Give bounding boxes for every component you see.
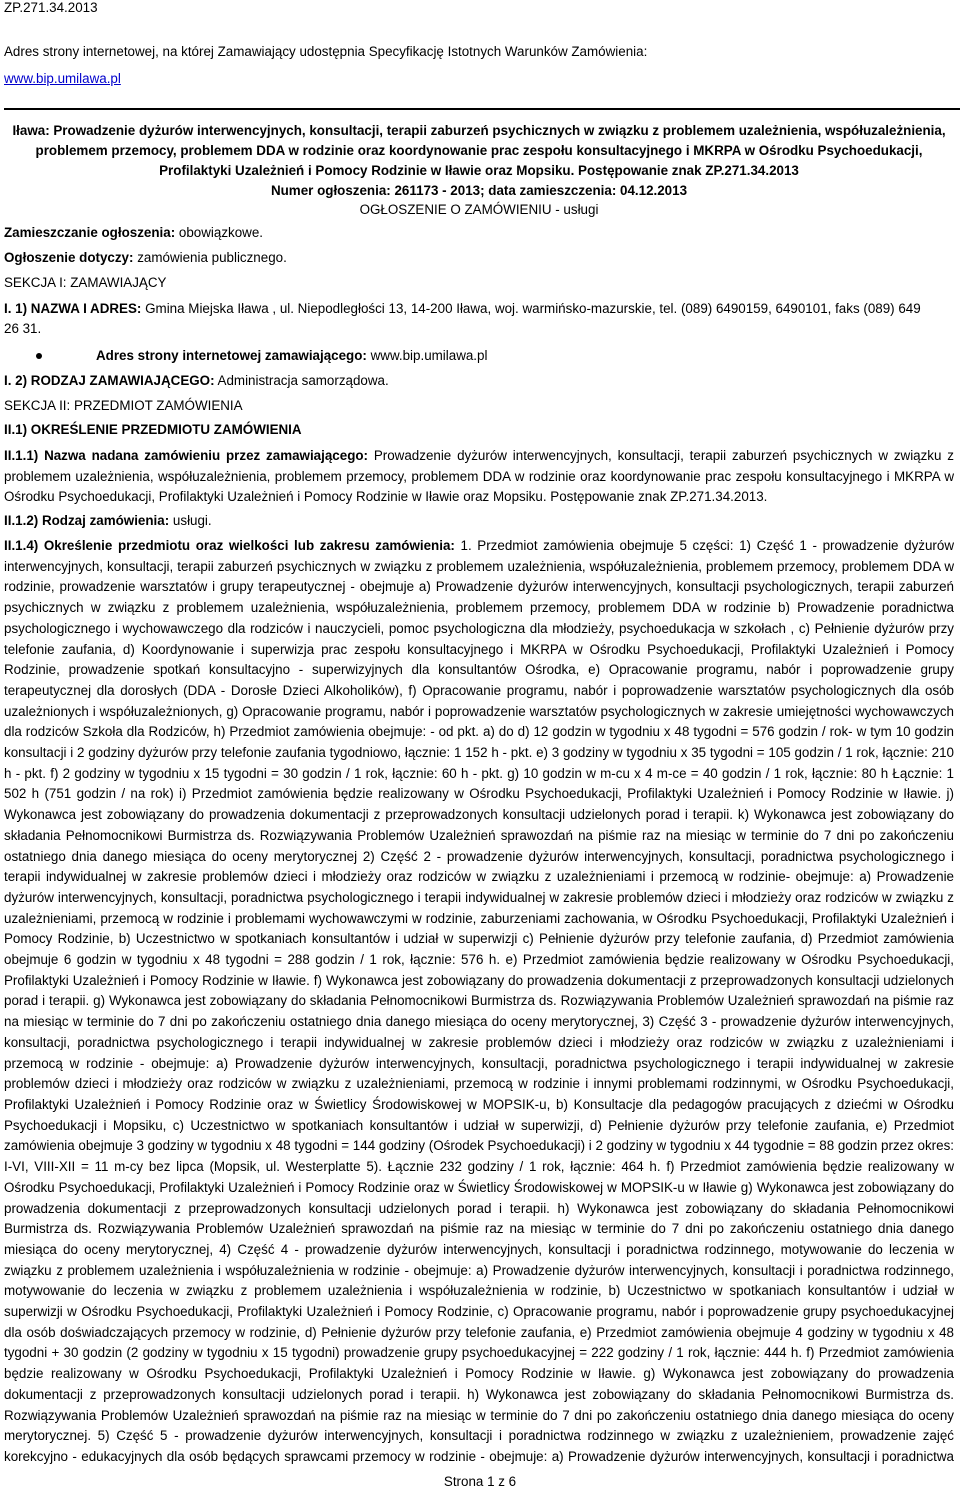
- contract-name: [4, 446, 954, 508]
- concerns-value: zamówienia publicznego.: [137, 250, 287, 265]
- authority-type-value: Administracja samorządowa.: [217, 373, 389, 388]
- authority-type-row: [4, 373, 389, 389]
- siwz-link[interactable]: www.bip.umilawa.pl: [4, 71, 121, 86]
- contract-kind-row: [4, 513, 212, 529]
- contract-kind-value: usługi.: [172, 513, 212, 528]
- placement-row: [4, 225, 263, 241]
- contract-kind-label: II.1.2) Rodzaj zamówienia:: [4, 513, 170, 528]
- authority-type-label: I. 2) RODZAJ ZAMAWIAJĄCEGO:: [4, 373, 215, 388]
- contract-name-label: II.1.1) Nazwa nadana zamówieniu przez zamawiającego:: [4, 448, 369, 463]
- name-value: Gmina Miejska Iława , ul. Niepodległości 13, 14-200 Iława, woj. warmińsko-mazurskie, tel. (089) 6490159, 6490101, faks (089) 649: [145, 301, 921, 316]
- bullet-icon: [36, 353, 42, 359]
- contract-name-value: Prowadzenie dyżurów interwencyjnych, konsultacji, terapii zaburzeń psychicznych w związku z problemem uzależnienia, współuzależnienia, problemem przemocy, problemem DDA w rodzinie oraz koordynowanie prac zespołu konsultacyjnego i MKRPA w Ośrodku Psychoedukacji, Profilaktyki Uzależnień i Pomocy Rodzinie w Iławie oraz Mopsiku. Postępowanie znak ZP.271.34.2013.: [4, 448, 954, 505]
- website-label: Adres strony internetowej zamawiającego:: [96, 348, 367, 363]
- name-label: I. 1) NAZWA I ADRES:: [4, 301, 142, 316]
- notice-title: Iława: Prowadzenie dyżurów interwencyjnych, konsultacji, terapii zaburzeń psychicznych w związku z problemem uzależnienia, współuzależnienia, problemem przemocy, problemem DDA w rodzinie oraz koordynowanie prac zespołu konsultacyjnego i MKRPA w Ośrodku Psychoedukacji, Profilaktyki Uzależnień i Pomocy Rodzinie w Iławie oraz Mopsiku. Postępowanie znak ZP.271.34.2013: [12, 123, 946, 178]
- reference-number: ZP.271.34.2013: [4, 0, 98, 15]
- page-number: Strona 1 z 6: [443, 1474, 517, 1489]
- section-1-heading: SEKCJA I: ZAMAWIAJĄCY: [4, 275, 167, 290]
- website-row: [4, 348, 487, 364]
- placement-label: Zamieszczanie ogłoszenia:: [4, 225, 176, 240]
- notice-type: OGŁOSZENIE O ZAMÓWIENIU - usługi: [359, 202, 599, 217]
- contract-scope: [4, 536, 954, 1466]
- divider: [4, 108, 960, 110]
- placement-value: obowiązkowe.: [178, 225, 264, 240]
- concerns-row: [4, 250, 287, 266]
- contracting-authority-row: [4, 301, 921, 317]
- section-2-subheading: II.1) OKREŚLENIE PRZEDMIOTU ZAMÓWIENIA: [4, 422, 302, 437]
- website-value: www.bip.umilawa.pl: [370, 348, 488, 363]
- contract-scope-value: 1. Przedmiot zamówienia obejmuje 5 części: 1) Część 1 - prowadzenie dyżurów interwencyjnych, konsultacji, terapii zaburzeń psychicznych w związku z problemem uzależnienia, współuzależnienia, problemem przemocy, problemem DDA w rodzinie, prowadzenie warsztatów i grupy terapeutycznej - obejmuje a) Prowadzenie dyżurów interwencyjnych, konsultacji psychologicznych, terapii zaburzeń psychicznych w związku z problemem uzależnienia, współuzależnienia, problemem przemocy, problemem DDA w rodzinie b) Prowadzenie poradnictwa psychologicznego i wychowawczego dla rodziców i nauczycieli, pomoc psychologiczna dla młodzieży, psychoedukacja w szkołach , c) Pełnienie dyżurów przy telefonie zaufania, d) Koordynowanie i superwizja prac zespołu konsultacyjnego i MKRPA w Ośrodku Psychoedukacji, Profilaktyki Uzależnień i Pomocy Rodzinie, prowadzenie spotkań konsultacyjno - superwizyjnych dla konsultantów Ośrodka, e) Opracowanie programu, nabór i poprowadzenie grupy terapeutycznej dla dorosłych (DDA - Dorosłe Dzieci Alkoholików), f) Opracowanie programu, nabór i poprowadzenie warsztatów psychologicznych dla osób uzależnionych i współuzależnionych, g) Opracowanie programu, nabór i poprowadzenie warsztatów psychologicznych w zakresie umiejętności wychowawczych dla rodziców Szkoła dla Rodziców, h) Przedmiot zamówienia obejmuje: - od pkt. a) do d) 12 godzin w tygodniu x 48 tygodni = 576 godzin / rok- w tym 10 godzin konsultacji i 2 godziny dyżurów przy telefonie zaufania tygodniowo, łącznie: 1 152 h - pkt. e) 3 godziny w tygodniu x 35 tygodni = 105 godzin / 1 rok, łącznie: 210 h - pkt. f) 2 godziny w tygodniu x 15 tygodni = 30 godzin / 1 rok, łącznie: 60 h - pkt. g) 10 godzin w m-cu x 4 m-ce = 40 godzin / 1 rok, łącznie: 80 h Łącznie: 1 502 h (751 godzin / na rok) i) Przedmiot zamówienia będzie realizowany w Ośrodku Psychoedukacji, Profilaktyki Uzależnień i Pomocy Rodzinie w Iławie. j) Wykonawca jest zobowiązany do prowadzenia dokumentacji z przeprowadzonych konsultacji udzielonych porad i terapii. k) Wykonawca jest zobowiązany do składania Pełnomocnikowi Burmistrza ds. Rozwiązywania Problemów Uzależnień sprawozdań na piśmie raz na miesiąc w terminie do 7 dni po zakończeniu ostatniego dnia danego miesiąca do oceny merytorycznej 2) Część 2 - prowadzenie dyżurów interwencyjnych, konsultacji, poradnictwa psychologicznego i terapii indywidualnej w zakresie problemów dzieci i młodzieży oraz rodziców w związku z uzależnieniami i przemocą w rodzinie- obejmuje: a) Prowadzenie dyżurów interwencyjnych, konsultacji, poradnictwa psychologicznego i terapii indywidualnej w zakresie problemów dzieci i młodzieży oraz rodziców w związku z uzależnieniami, przemocą w rodzinie i problemami wychowawczymi w rodzinie, zaburzeniami zachowania, w Ośrodku Psychoedukacji, Profilaktyki Uzależnień i Pomocy Rodzinie, b) Uczestnictwo w spotkaniach konsultantów i udział w superwizji c) Pełnienie dyżurów przy telefonie zaufania, d) Przedmiot zamówienia obejmuje 6 godzin w tygodniu x 48 tygodni = 288 godzin / 1 rok, łącznie: 576 h. e) Przedmiot zamówienia będzie realizowany w Ośrodku Psychoedukacji, Profilaktyki Uzależnień i Pomocy Rodzinie w Iławie. f) Wykonawca jest zobowiązany do prowadzenia dokumentacji z przeprowadzonych konsultacji udzielonych porad i terapii. g) Wykonawca jest zobowiązany do składania Pełnomocnikowi Burmistrza ds. Rozwiązywania Problemów Uzależnień sprawozdań na piśmie raz na miesiąc w terminie do 7 dni po zakończeniu ostatniego dnia danego miesiąca do oceny merytorycznej, 3) Część 3 - prowadzenie dyżurów interwencyjnych, konsultacji, poradnictwa psychologicznego i terapii indywidualnej w zakresie problemów dzieci i młodzieży oraz rodziców w związku z uzależnieniami i przemocą w rodzinie - obejmuje: a) Prowadzenie dyżurów interwencyjnych, konsultacji, poradnictwa psychologicznego i terapii indywidualnej w zakresie problemów dzieci i młodzieży oraz rodziców w związku z uzależnieniami, przemocą w rodzinie i innymi problemami rodzinnymi, w Ośrodku Psychoedukacji, Profilaktyki Uzależnień i Pomocy Rodzinie oraz w Świetlicy Środowiskowej w MOPSIK-u, b) Konsultacje dla pedagogów pracujących z dziećmi w Ośrodku Psychoedukacji i Mopsiku, c) Uczestnictwo w spotkaniach konsultantów i udział w superwizji, d) Pełnienie dyżurów przy telefonie zaufania, e) Przedmiot zamówienia obejmuje 3 godziny w tygodniu x 48 tygodni = 144 godziny (Ośrodek Psychoedukacji) i 2 godziny w tygodniu x 44 tygodnie = 88 godzin przez okres: I-VI, VIII-XII = 11 m-cy bez lipca (Mopsik, ul. Westerplatte 5). Łącznie 232 godziny / 1 rok, łącznie: 464 h. f) Przedmiot zamówienia będzie realizowany w Ośrodku Psychoedukacji, Profilaktyki Uzależnień i Pomocy Rodzinie oraz w Świetlicy Środowiskowej w MOPSIK-u w Iławie g) Wykonawca jest zobowiązany do prowadzenia dokumentacji z przeprowadzonych konsultacji udzielonych porad i terapii. h) Wykonawca jest zobowiązany do składania Pełnomocnikowi Burmistrza ds. Rozwiązywania Problemów Uzależnień sprawozdań na piśmie raz na miesiąc w terminie do 7 dni po zakończeniu ostatniego dnia danego miesiąca do oceny merytorycznej, 4) Część 4 - prowadzenie dyżurów interwencyjnych, konsultacji i poradnictwa rodzinnego, motywowanie do leczenia w związku z problemem uzależnienia i współuzależnienia w rodzinie - obejmuje: a) Prowadzenie dyżurów interwencyjnych, konsultacji i poradnictwa rodzinnego, motywowanie do leczenia w związku z problemem uzależnienia i współuzależnienia w rodzinie, b) Uczestnictwo w spotkaniach konsultantów i udział w superwizji w Ośrodku Psychoedukacji, Profilaktyki Uzależnień i Pomocy Rodzinie, c) Opracowanie programu, nabór i poprowadzenie grupy psychoedukacyjnej dla osób doświadczających przemocy w rodzinie, d) Pełnienie dyżurów przy telefonie zaufania, e) Przedmiot zamówienia obejmuje 4 godziny w tygodniu x 48 tygodni + 30 godzin (2 godziny w tygodniu x 15 tygodni) prowadzenie grupy psychoedukacyjnej = 222 godziny / 1 rok, łącznie: 444 h. f) Przedmiot zamówienia będzie realizowany w Ośrodku Psychoedukacji, Profilaktyki Uzależnień i Pomocy Rodzinie w Iławie. g) Wykonawca jest zobowiązany do prowadzenia dokumentacji z przeprowadzonych konsultacji udzielonych porad i terapii. h) Wykonawca jest zobowiązany do składania Pełnomocnikowi Burmistrza ds. Rozwiązywania Problemów Uzależnień sprawozdań na piśmie raz na miesiąc w terminie do 7 dni po zakończeniu ostatniego dnia danego miesiąca do oceny merytorycznej. 5) Część 5 - prowadzenie dyżurów interwencyjnych, konsultacji i poradnictwa rodzinnego w związku z uzależnieniem, prowadzenie zajęć korekcyjno - edukacyjnych dla osób będących sprawcami przemocy w rodzinie - obejmuje: a) Prowadzenie dyżurów interwencyjnych, konsultacji i poradnictwa: [4, 538, 954, 1464]
- contract-scope-label: II.1.4) Określenie przedmiotu oraz wielkości lub zakresu zamówienia:: [4, 538, 455, 553]
- concerns-label: Ogłoszenie dotyczy:: [4, 250, 134, 265]
- name-value-cont: 26 31.: [4, 321, 42, 336]
- section-2-heading: SEKCJA II: PRZEDMIOT ZAMÓWIENIA: [4, 398, 243, 413]
- address-intro: Adres strony internetowej, na której Zamawiający udostępnia Specyfikację Istotnych Warunków Zamówienia:: [4, 44, 648, 59]
- notice-number: Numer ogłoszenia: 261173 - 2013; data zamieszczenia: 04.12.2013: [270, 183, 688, 198]
